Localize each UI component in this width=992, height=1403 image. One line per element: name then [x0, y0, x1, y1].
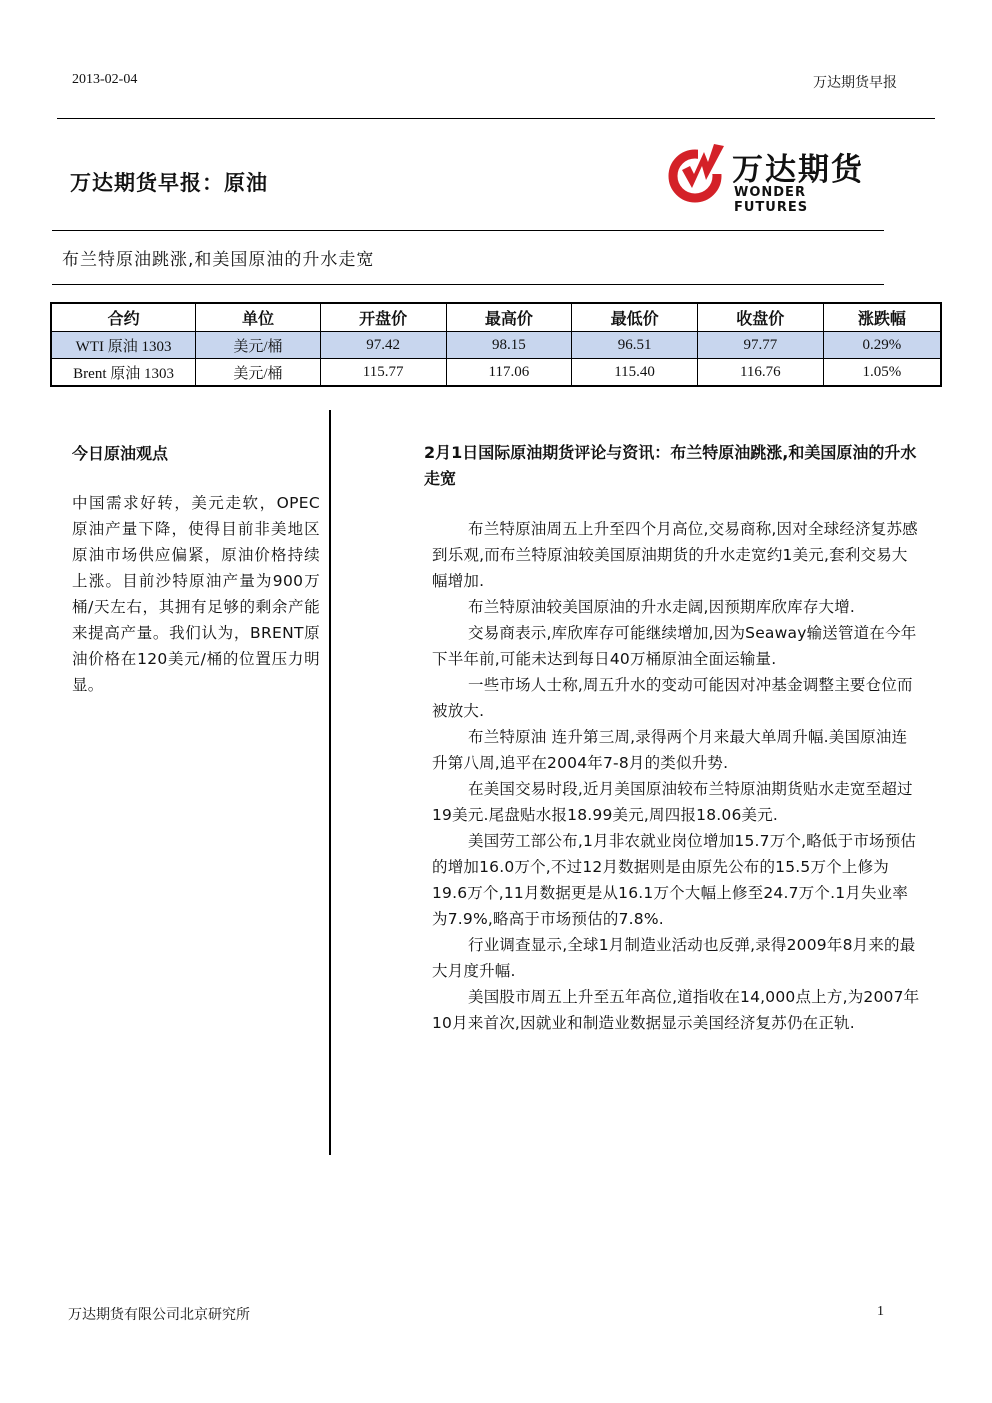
- col-header-low: 最低价: [572, 303, 698, 332]
- news-paragraph: 布兰特原油 连升第三周,录得两个月来最大单周升幅.美国原油连升第八周,追平在2004年7-8月的类似升势.: [432, 728, 908, 772]
- table-header-row: [51, 303, 941, 332]
- cell-unit: 美元/桶: [196, 332, 321, 359]
- col-header-unit: 单位: [196, 303, 321, 332]
- publication-name: 万达期货早报: [813, 75, 897, 91]
- title-divider: [52, 230, 884, 231]
- cell-open: 115.77: [320, 359, 446, 387]
- cell-close: 116.76: [697, 359, 823, 387]
- news-paragraph: 美国股市周五上升至五年高位,道指收在14,000点上方,为2007年10月来首次,因就业和制造业数据显示美国经济复苏仍在正轨.: [432, 988, 920, 1032]
- report-date: 2013-02-04: [72, 72, 138, 87]
- column-divider: [329, 410, 331, 1155]
- cell-change: 0.29%: [823, 332, 941, 359]
- logo-chinese-name: 万达期货: [732, 152, 864, 188]
- cell-high: 98.15: [446, 332, 572, 359]
- news-paragraph: 美国劳工部公布,1月非农就业岗位增加15.7万个,略低于市场预估的增加16.0万个,不过12月数据则是由原先公布的15.5万个上修为19.6万个,11月数据更是从16.1万个大幅上修至24.7万个.1月失业率为7.9%,略高于市场预估的7.8%.: [432, 832, 917, 928]
- col-header-high: 最高价: [446, 303, 572, 332]
- col-header-contract: 合约: [51, 303, 196, 332]
- news-paragraph: 行业调查显示,全球1月制造业活动也反弹,录得2009年8月来的最大月度升幅.: [432, 936, 916, 980]
- cell-close: 97.77: [697, 332, 823, 359]
- wonder-futures-logo-icon: [668, 140, 728, 206]
- col-header-close: 收盘价: [697, 303, 823, 332]
- logo-english-name: WONDER FUTURES: [734, 185, 809, 215]
- news-body: [432, 516, 920, 1036]
- table-row: [51, 359, 941, 387]
- cell-open: 97.42: [320, 332, 446, 359]
- subtitle-divider: [52, 284, 884, 285]
- news-paragraph: 交易商表示,库欣库存可能继续增加,因为Seaway输送管道在今年下半年前,可能未达到每日40万桶原油全面运输量.: [432, 624, 917, 668]
- cell-high: 117.06: [446, 359, 572, 387]
- page-number: 1: [877, 1304, 884, 1319]
- cell-change: 1.05%: [823, 359, 941, 387]
- news-paragraph: 布兰特原油周五上升至四个月高位,交易商称,因对全球经济复苏感到乐观,而布兰特原油较美国原油期货的升水走宽约1美元,套利交易大幅增加.: [432, 520, 918, 590]
- footer-organization: 万达期货有限公司北京研究所: [68, 1307, 250, 1323]
- page-title: 万达期货早报：原油: [70, 171, 268, 195]
- col-header-open: 开盘价: [320, 303, 446, 332]
- cell-low: 96.51: [572, 332, 698, 359]
- cell-unit: 美元/桶: [196, 359, 321, 387]
- cell-contract: Brent 原油 1303: [51, 359, 196, 387]
- cell-low: 115.40: [572, 359, 698, 387]
- news-paragraph: 在美国交易时段,近月美国原油较布兰特原油期货贴水走宽至超过19美元.尾盘贴水报18.99美元,周四报18.06美元.: [432, 780, 913, 824]
- cell-contract: WTI 原油 1303: [51, 332, 196, 359]
- news-paragraph: 布兰特原油较美国原油的升水走阔,因预期库欣库存大增.: [468, 598, 856, 616]
- header-divider: [57, 118, 935, 119]
- news-heading: 2月1日国际原油期货评论与资讯：布兰特原油跳涨,和美国原油的升水走宽: [424, 443, 917, 488]
- view-heading: 今日原油观点: [72, 444, 169, 463]
- col-header-change: 涨跌幅: [823, 303, 941, 332]
- table-row: [51, 332, 941, 359]
- company-logo: [668, 140, 883, 215]
- news-paragraph: 一些市场人士称,周五升水的变动可能因对冲基金调整主要仓位而被放大.: [432, 676, 913, 720]
- quote-table: [50, 302, 942, 387]
- view-body: 中国需求好转，美元走软，OPEC原油产量下降，使得目前非美地区原油市场供应偏紧，原油价格持续上涨。目前沙特原油产量为900万桶/天左右，其拥有足够的剩余产能来提高产量。我们认为，BRENT原油价格在120美元/桶的位置压力明显。: [72, 494, 320, 694]
- headline: 布兰特原油跳涨,和美国原油的升水走宽: [62, 250, 375, 270]
